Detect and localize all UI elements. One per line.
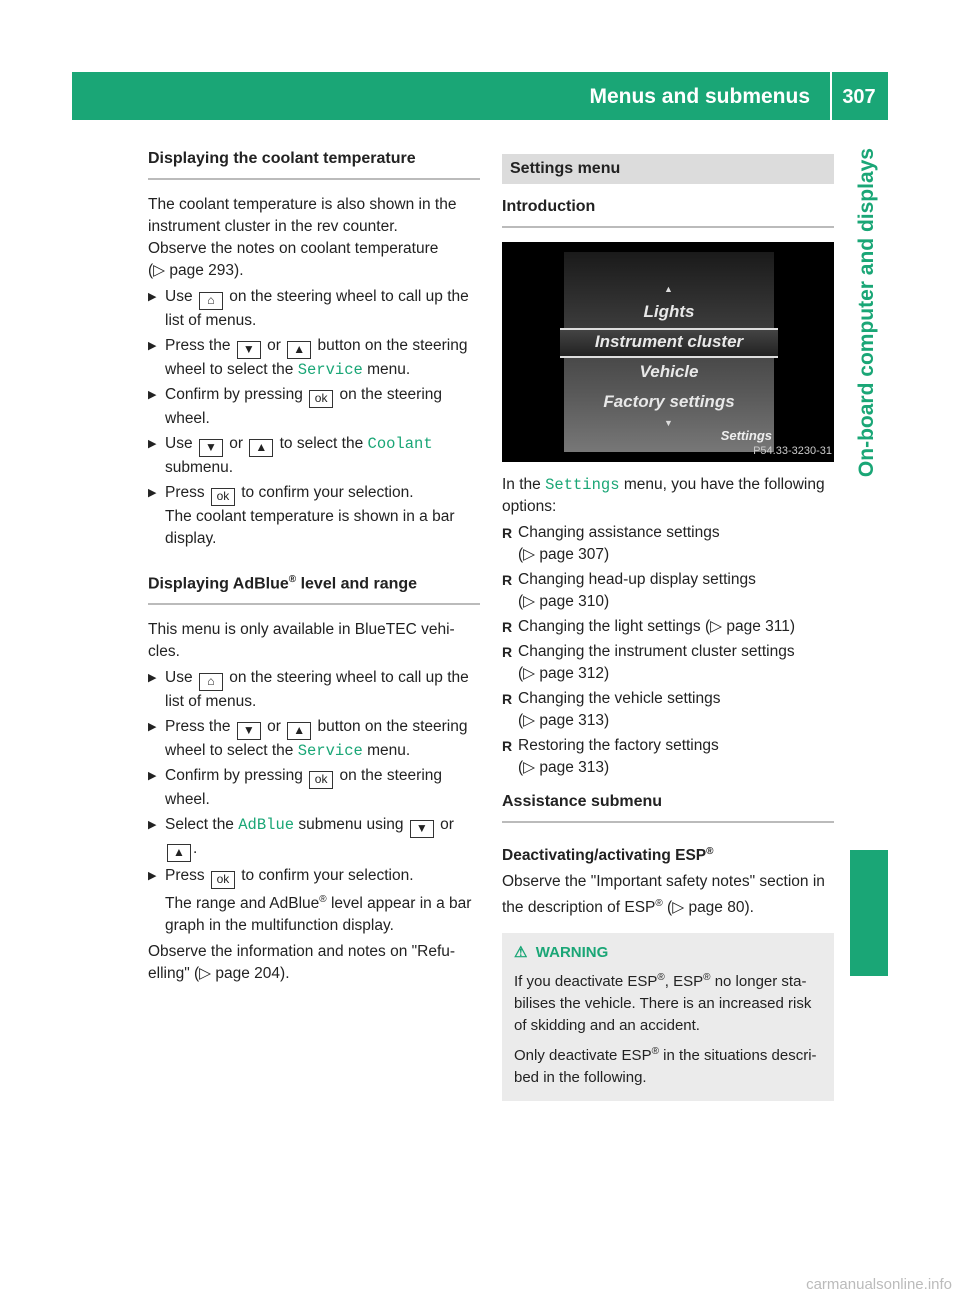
list-item: ▶ Use ⌂ on the steering wheel to call up the list of menus. <box>148 669 469 711</box>
list-item: ▶ Press ok to confirm your selection. The coolant temperature is shown in a bar display. <box>148 484 455 547</box>
home-key-icon: ⌂ <box>199 292 223 310</box>
coolant-heading: Displaying the coolant temperature <box>148 150 480 180</box>
ok-key-icon: ok <box>211 488 235 506</box>
warning-text-2: Only deactivate ESP® in the situations described in the following. <box>514 1046 817 1087</box>
list-item: ▶ Use ▼ or ▲ to select the Coolant submenu. <box>148 435 433 476</box>
left-column <box>148 150 480 989</box>
menu-code: Settings <box>545 476 620 494</box>
list-item: ▶ Use ⌂ on the steering wheel to call up the list of menus. <box>148 288 469 329</box>
page-number: 307 <box>842 86 876 108</box>
header-divider <box>830 72 832 120</box>
list-item: ▶ Press the ▼ or ▲ button on the steering wheel to select the Service menu. <box>148 337 468 379</box>
scroll-up-icon: ▲ <box>664 284 673 294</box>
arrow-up-key-icon: ▲ <box>249 439 273 457</box>
settings-menu-heading: Settings menu <box>502 154 834 184</box>
arrow-down-key-icon: ▼ <box>237 341 261 359</box>
scroll-down-icon: ▼ <box>664 418 673 428</box>
coolant-steps <box>148 286 480 550</box>
list-item: ▶ Select the AdBlue submenu using ▼ or ▲ . <box>148 814 480 862</box>
chapter-marker <box>850 850 888 976</box>
ok-key-icon: ok <box>309 771 333 789</box>
warning-triangle-icon: ⚠ <box>514 944 528 962</box>
arrow-up-key-icon: ▲ <box>167 844 191 862</box>
arrow-down-key-icon: ▼ <box>237 722 261 740</box>
screen-item-factory-settings: Factory settings <box>603 392 735 411</box>
ok-key-icon: ok <box>211 871 235 889</box>
introduction-heading: Introduction <box>502 198 834 228</box>
screen-item-vehicle: Vehicle <box>639 362 699 381</box>
list-item: R Changing the instrument cluster settings (▷ page 312) <box>502 643 795 682</box>
arrow-up-key-icon: ▲ <box>287 341 311 359</box>
coolant-intro: The coolant temperature is also shown in the instrument cluster in the rev counter. <box>148 196 457 235</box>
adblue-steps <box>148 667 480 937</box>
assistance-submenu-heading: Assistance submenu <box>502 793 834 823</box>
screen-item-lights: Lights <box>643 302 695 321</box>
arrow-down-key-icon: ▼ <box>410 820 434 838</box>
image-code: P54.33-3230-31 <box>753 445 832 457</box>
ok-key-icon: ok <box>309 390 333 408</box>
list-item: ▶ Press ok to confirm your selection. The range and AdBlue® level appear in a bar graph in the multifunction display. <box>148 867 472 935</box>
header-bar <box>72 72 888 120</box>
page-title: Menus and submenus <box>589 85 810 108</box>
list-item: R Changing assistance settings (▷ page 307) <box>502 524 720 563</box>
list-item: R Changing head-up display settings (▷ page 310) <box>502 571 756 610</box>
list-item: ▶ Press the ▼ or ▲ button on the steering wheel to select the Service menu. <box>148 718 468 761</box>
home-key-icon: ⌂ <box>199 673 223 691</box>
coolant-notes: Observe the notes on coolant temperature (▷ page 293). <box>148 240 439 279</box>
watermark: carmanualsonline.info <box>806 1276 952 1293</box>
list-item: R Changing the light settings (▷ page 311) <box>502 618 796 635</box>
settings-screen-image <box>502 242 834 462</box>
chapter-tab <box>850 148 888 708</box>
arrow-up-key-icon: ▲ <box>287 722 311 740</box>
screen-caption: Settings <box>720 428 772 443</box>
settings-options-list <box>502 522 834 779</box>
list-item: ▶ Confirm by pressing ok on the steering wheel. <box>148 386 442 427</box>
adblue-intro: This menu is only available in BlueTEC vehicles. <box>148 621 455 661</box>
menu-code: Coolant <box>367 435 433 453</box>
arrow-down-key-icon: ▼ <box>199 439 223 457</box>
adblue-heading: Displaying AdBlue® level and range <box>148 574 480 605</box>
warning-text-1: If you deactivate ESP®, ESP® no longer stabilises the vehicle. There is an increased risk of skidding and an accident. <box>514 972 812 1035</box>
warning-box <box>502 933 834 1101</box>
list-item: ▶ Confirm by pressing ok on the steering wheel. <box>148 767 442 809</box>
warning-heading: ⚠ WARNING <box>514 944 609 962</box>
list-item: R Changing the vehicle settings (▷ page 313) <box>502 690 721 729</box>
esp-text: Observe the "Important safety notes" section in the description of ESP® (▷ page 80). <box>502 873 825 917</box>
screen-item-instrument-cluster: Instrument cluster <box>594 332 744 351</box>
menu-code: Service <box>297 742 363 761</box>
chapter-tab-label: On-board computer and displays <box>855 148 878 478</box>
esp-heading: Deactivating/activating ESP® <box>502 846 714 865</box>
list-item: R Restoring the factory settings (▷ page 313) <box>502 737 719 776</box>
menu-code: Service <box>297 361 363 379</box>
menu-code: AdBlue <box>238 816 295 835</box>
settings-intro-text: In the Settings menu, you have the following options: <box>502 476 825 515</box>
adblue-outro: Observe the information and notes on "Refuelling" (▷ page 204). <box>148 943 456 983</box>
right-column <box>502 154 834 1101</box>
